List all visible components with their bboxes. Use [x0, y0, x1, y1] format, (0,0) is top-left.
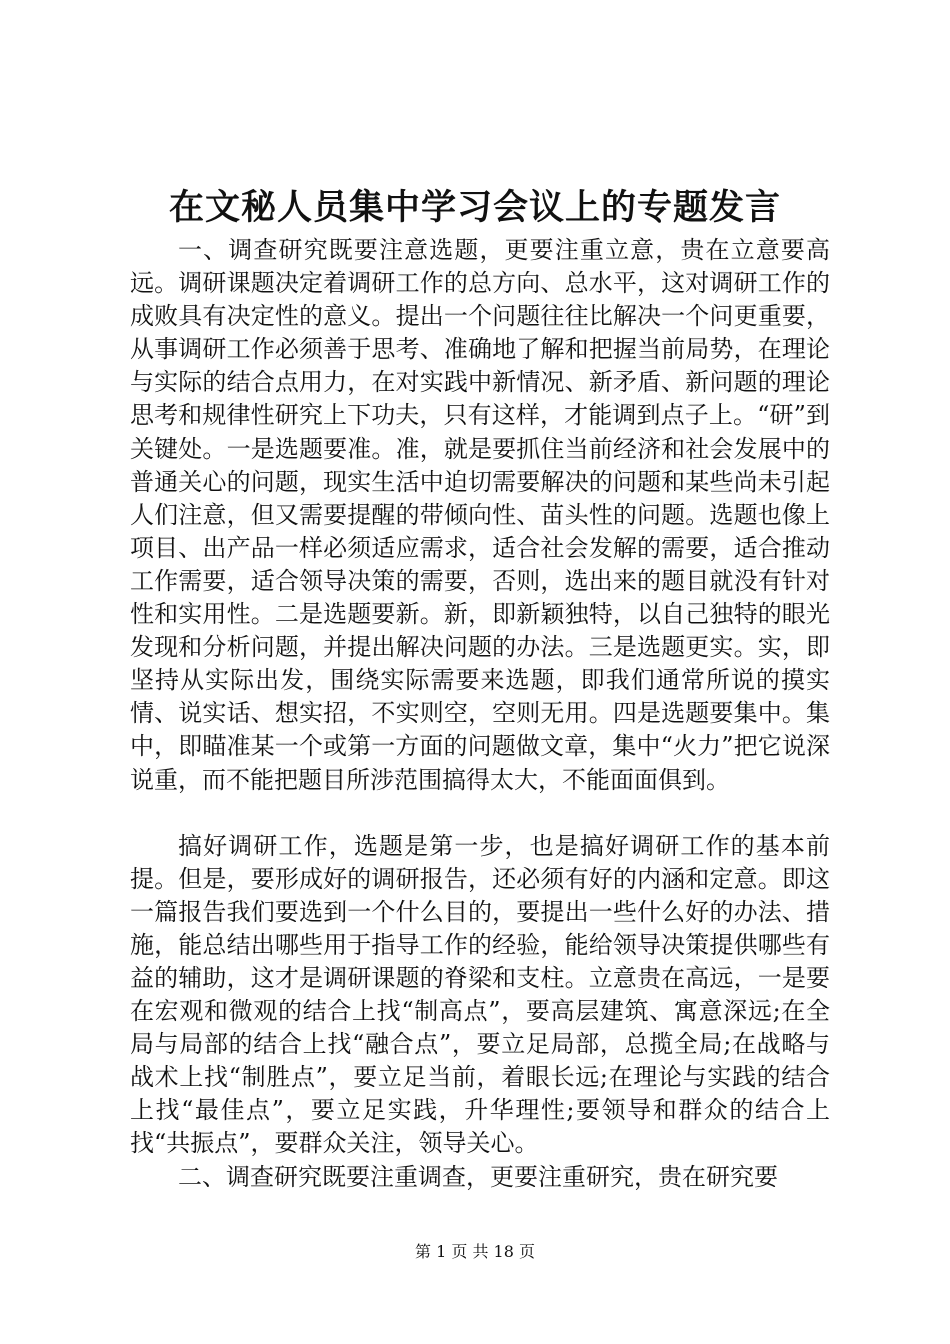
paragraph-1: 一、调查研究既要注意选题，更要注重立意，贵在立意要高远。调研课题决定着调研工作的总方向、总水平，这对调研工作的成败具有决定性的意义。提出一个问题往往比解决一个问更重要，从事调研工作必须善于思考、准确地了解和把握当前局势，在理论与实际的结合点用力，在对实践中新情况、新矛盾、新问题的理论思考和规律性研究上下功夫，只有这样，才能调到点子上。“研”到关键处。一是选题要准。准，就是要抓住当前经济和社会发展中的普通关心的问题，现实生活中迫切需要解决的问题和某些尚未引起人们注意，但又需要提醒的带倾向性、苗头性的问题。选题也像上项目、出产品一样必须适应需求，适合社会发解的需要，适合推动工作需要，适合领导决策的需要，否则，选出来的题目就没有针对性和实用性。二是选题要新。新，即新颖独特，以自己独特的眼光发现和分析问题，并提出解决问题的办法。三是选题更实。实，即坚持从实际出发，围绕实际需要来选题，即我们通常所说的摸实情、说实话、想实招，不实则空，空则无用。四是选题要集中。集中，即瞄准某一个或第一方面的问题做文章，集中“火力”把它说深说重，而不能把题目所涉范围搞得太大，不能面面俱到。: [130, 236, 830, 794]
paragraph-2: 搞好调研工作，选题是第一步，也是搞好调研工作的基本前提。但是，要形成好的调研报告，还必须有好的内涵和定意。即这一篇报告我们要选到一个什么目的，要提出一些什么好的办法、措施，能总结出哪些用于指导工作的经验，能给领导决策提供哪些有益的辅助，这才是调研课题的脊梁和支柱。立意贵在高远，一是要在宏观和微观的结合上找“制高点”，要高层建筑、寓意深远;在全局与局部的结合上找“融合点”，要立足局部，总揽全局;在战略与战术上找“制胜点”，要立足当前，着眼长远;在理论与实践的结合上找“最佳点”，要立足实践，升华理性;要领导和群众的结合上找“共振点”，要群众关注，领导关心。: [130, 831, 830, 1158]
page-number-footer: 第 1 页 共 18 页: [415, 1242, 535, 1261]
document-title: 在文秘人员集中学习会议上的专题发言: [168, 187, 781, 228]
paragraph-3: 二、调查研究既要注重调查，更要注重研究，贵在研究要: [178, 1162, 778, 1191]
document-body: [130, 234, 830, 1194]
